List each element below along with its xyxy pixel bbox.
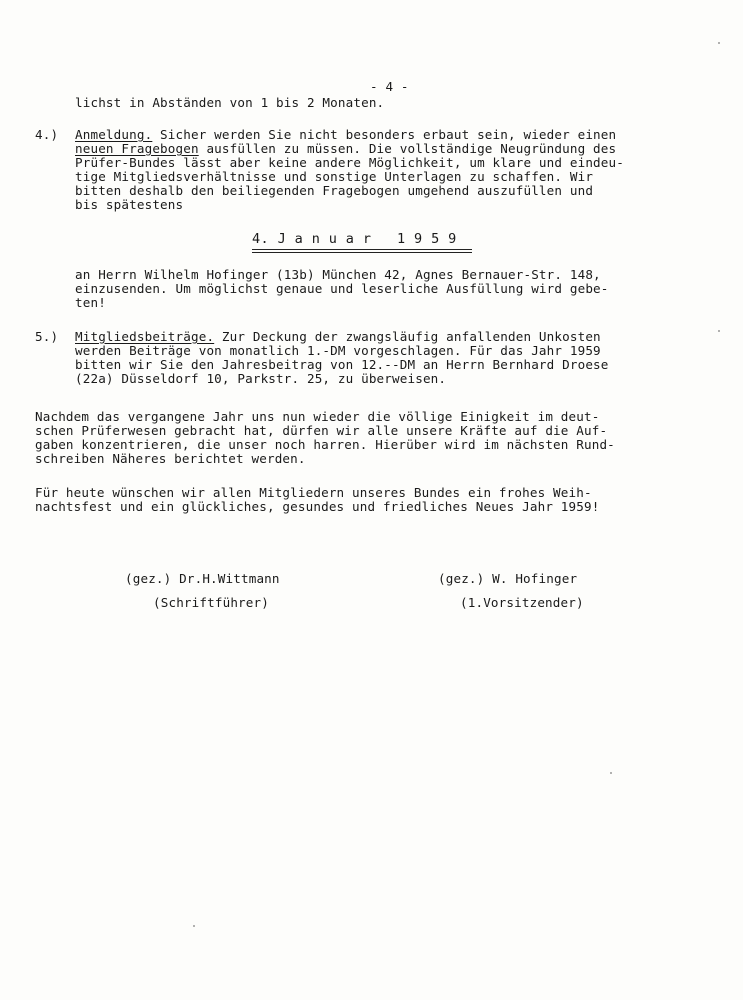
item4-line-4: tige Mitgliedsverhältnisse und sonstige Unterlagen zu schaffen. Wir: [75, 169, 594, 184]
item4-line-1: [75, 128, 616, 142]
deadline-double-underline: [252, 252, 472, 253]
item5-line-2: werden Beiträge von monatlich 1.-DM vorgeschlagen. Für das Jahr 1959: [75, 343, 601, 358]
deadline-underline: [252, 249, 472, 250]
send-to-line-3: ten!: [75, 295, 106, 310]
signature-right-name: (gez.) W. Hofinger: [438, 571, 578, 586]
para2-line-2: nachtsfest und ein glückliches, gesundes und friedliches Neues Jahr 1959!: [35, 499, 600, 514]
item5-line-1: [75, 330, 601, 344]
item4-line-3: Prüfer-Bundes lässt aber keine andere Möglichkeit, um klare und eindeu-: [75, 155, 624, 170]
signature-left-role: (Schriftführer): [153, 595, 269, 610]
item4-line1-rest: Sicher werden Sie nicht besonders erbaut sein, wieder einen: [152, 127, 617, 142]
item5-number: 5.): [35, 329, 59, 344]
send-to-line-1: an Herrn Wilhelm Hofinger (13b) München 42, Agnes Bernauer-Str. 148,: [75, 267, 601, 282]
signature-right-role: (1.Vorsitzender): [460, 595, 584, 610]
para1-line-3: gaben konzentrieren, die unser noch harren. Hierüber wird im nächsten Rund-: [35, 437, 615, 452]
para1-line-1: Nachdem das vergangene Jahr uns nun wieder die völlige Einigkeit im deut-: [35, 409, 600, 424]
item5-line1-rest: Zur Deckung der zwangsläufig anfallenden Unkosten: [214, 329, 601, 344]
item4-number: 4.): [35, 127, 59, 142]
para2-line-1: Für heute wünschen wir allen Mitgliedern unseres Bundes ein frohes Weih-: [35, 485, 592, 500]
scan-speck: [610, 772, 612, 774]
scan-speck: [193, 925, 195, 927]
item5-line-3: bitten wir Sie den Jahresbeitrag von 12.--DM an Herrn Bernhard Droese: [75, 357, 609, 372]
item4-line-2: [75, 142, 616, 156]
intro-line: lichst in Abständen von 1 bis 2 Monaten.: [75, 95, 385, 110]
item5-line-4: (22a) Düsseldorf 10, Parkstr. 25, zu überweisen.: [75, 371, 447, 386]
page-number: - 4 -: [370, 79, 409, 94]
item4-line2-rest: ausfüllen zu müssen. Die vollständige Neugründung des: [198, 141, 617, 156]
item4-line-6: bis spätestens: [75, 197, 184, 212]
para1-line-2: schen Prüferwesen gebracht hat, dürfen wir alle unsere Kräfte auf die Auf-: [35, 423, 608, 438]
signature-left-name: (gez.) Dr.H.Wittmann: [125, 571, 280, 586]
item4-line2-underlined: neuen Fragebogen: [75, 141, 199, 156]
item4-heading: Anmeldung.: [75, 127, 153, 142]
item4-line-5: bitten deshalb den beiliegenden Fragebogen umgehend auszufüllen und: [75, 183, 594, 198]
para1-line-4: schreiben Näheres berichtet werden.: [35, 451, 306, 466]
scan-speck: [718, 42, 720, 44]
send-to-line-2: einzusenden. Um möglichst genaue und leserliche Ausfüllung wird gebe-: [75, 281, 609, 296]
scan-speck: [718, 330, 720, 332]
item5-heading: Mitgliedsbeiträge.: [75, 329, 215, 344]
deadline-date: 4. J a n u a r 1 9 5 9: [252, 231, 457, 247]
